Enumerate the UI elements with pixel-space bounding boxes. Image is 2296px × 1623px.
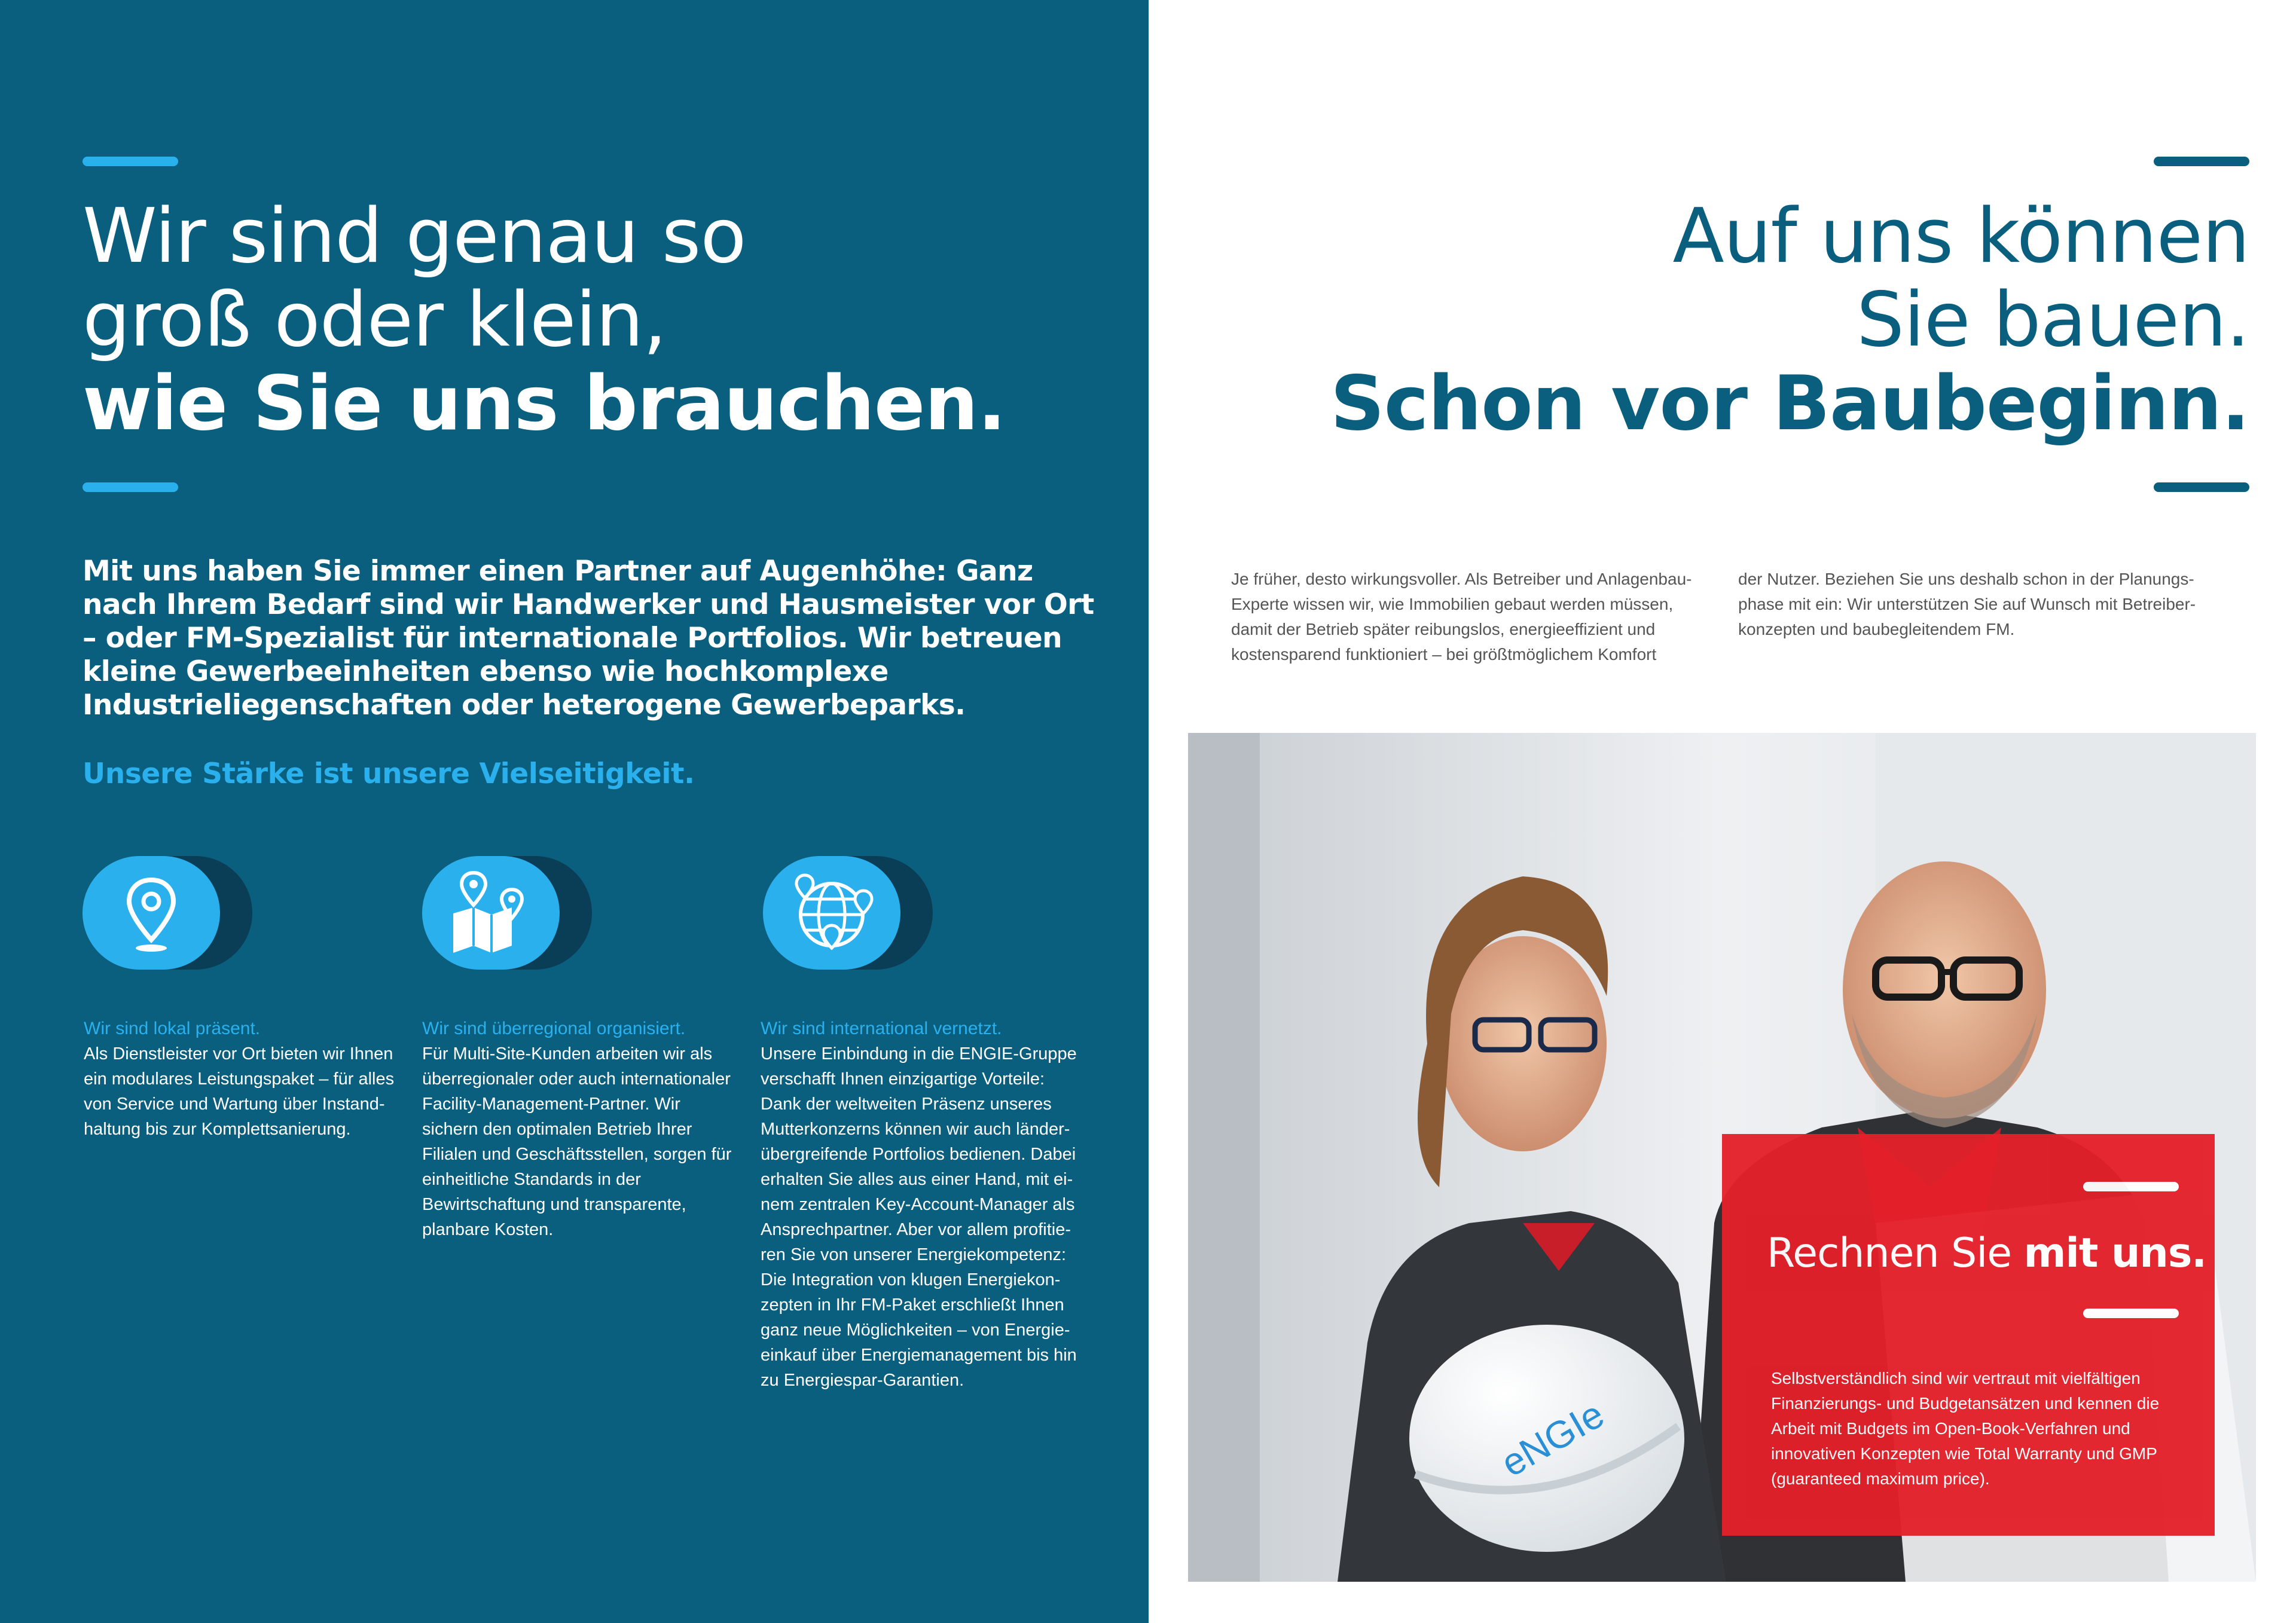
column-title: Wir sind international vernetzt. xyxy=(761,1019,1002,1038)
headline-line: Sie bauen. xyxy=(1856,276,2249,363)
strength-subhead: Unsere Stärke ist unsere Vielseitigkeit. xyxy=(83,757,695,790)
bottom-accent-rule xyxy=(2154,482,2249,492)
headline-line: groß oder klein, xyxy=(83,276,667,363)
headline-line-bold: Schon vor Baubeginn. xyxy=(1330,359,2249,447)
globe-pins-icon xyxy=(763,856,936,970)
callout-top-rule xyxy=(2083,1182,2179,1191)
column-body: Unsere Einbindung in die ENGIE-Gruppe verschafft Ihnen einzigartige Vorteile: Dank der weltweiten Präsenz unseres Mutterkonzerns können wir auch länder-übergreifende Portfolios bedienen. Dabei erhalten Sie alles aus einer Hand, mit ei-nem zentralen Key-Account-Manager als Ansprechpartner. Aber vor allem profitie-ren Sie von unserer Energiekompetenz: Die Integration von klugen Energiekon-zepten in Ihr FM-Paket erschließt Ihnen ganz neue Möglichkeiten – von Energie-einkauf über Energiemanagement bis hin zu Energiespar-Garantien. xyxy=(761,1044,1077,1390)
helmet-logo-text: eNGIe xyxy=(1494,1392,1611,1486)
column-title: Wir sind lokal präsent. xyxy=(84,1019,261,1038)
column-body: Als Dienstleister vor Ort bieten wir Ihnen ein modulares Leistungspaket – für alles von Service und Wartung über Instand-haltung bis zur Komplettsanierung. xyxy=(84,1044,395,1139)
headline-line-bold: wie Sie uns brauchen. xyxy=(83,359,1006,447)
headline-line: Wir sind genau so xyxy=(83,192,746,280)
lead-paragraph: Mit uns haben Sie immer einen Partner auf Augenhöhe: Ganz nach Ihrem Bedarf sind wir Handwerker und Hausmeister vor Ort – oder FM-Spezialist für internationale Portfolios. Wir betreuen kleine Gewerbeeinheiten ebenso wie hochkomplexe Industrieliegenschaften oder heterogene Gewerbeparks. xyxy=(83,555,1094,722)
top-accent-rule xyxy=(83,157,178,166)
right-headline xyxy=(1330,194,2249,445)
column-body: Für Multi-Site-Kunden arbeiten wir als überregionaler oder auch internationaler Facility-Management-Partner. Wir sichern den optimalen Betrieb Ihrer Filialen und Geschäftsstellen, sorgen für einheitliche Standards in der Bewirtschaftung und transparente, planbare Kosten. xyxy=(422,1044,732,1239)
left-headline xyxy=(83,194,1006,445)
callout-bottom-rule xyxy=(2083,1309,2179,1318)
headline-line: Auf uns können xyxy=(1672,192,2249,280)
callout-box xyxy=(1722,1134,2215,1536)
callout-title-bold: mit uns. xyxy=(2023,1230,2207,1277)
map-pins-icon xyxy=(422,856,596,970)
top-accent-rule xyxy=(2154,157,2249,166)
intro-column-2: der Nutzer. Beziehen Sie uns deshalb schon in der Planungs-phase mit ein: Wir unterstützen Sie auf Wunsch mit Betreiber-konzepten und baubegleitendem FM. xyxy=(1738,570,2196,638)
column-regional xyxy=(422,1016,739,1242)
column-international xyxy=(761,1016,1077,1393)
callout-body: Selbstverständlich sind wir vertraut mit vielfältigen Finanzierungs- und Budgetansätzen und kennen die Arbeit mit Budgets im Open-Book-Verfahren und innovativen Konzepten wie Total Warranty und GMP (guaranteed maximum price). xyxy=(1771,1369,2160,1488)
callout-title xyxy=(1767,1230,2206,1277)
bottom-accent-rule xyxy=(83,482,178,492)
column-title: Wir sind überregional organisiert. xyxy=(422,1019,686,1038)
location-pin-icon xyxy=(83,856,256,970)
column-local xyxy=(84,1016,401,1142)
callout-title-regular: Rechnen Sie xyxy=(1767,1230,2024,1277)
intro-column-1: Je früher, desto wirkungsvoller. Als Betreiber und Anlagenbau-Experte wissen wir, wie Immobilien gebaut werden müssen, damit der Betrieb später reibungslos, energieeffizient und kostensparend funktioniert – bei größtmöglichem Komfort xyxy=(1231,570,1692,664)
